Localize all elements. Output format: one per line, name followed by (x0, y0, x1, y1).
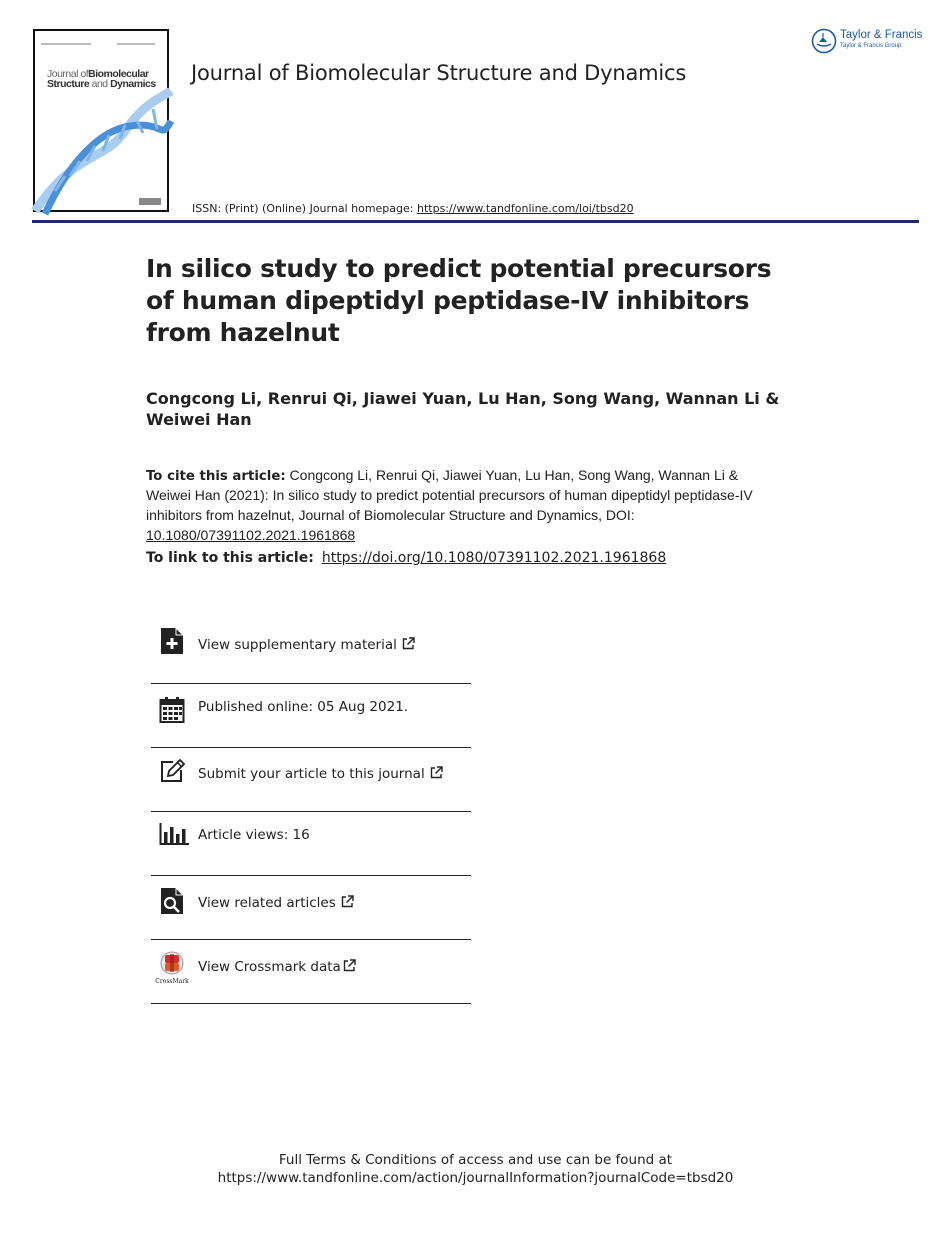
bar-chart-icon (159, 822, 189, 850)
article-views-row (151, 812, 471, 876)
journal-title: Journal of Biomolecular Structure and Dynamics (191, 61, 687, 85)
article-link-line (146, 550, 666, 566)
link-label-submit: Submit your article to this journal (198, 766, 443, 782)
published-online-row (151, 684, 471, 748)
article-doi-link[interactable]: https://doi.org/10.1080/07391102.2021.1961868 (321, 550, 667, 566)
taylor-francis-icon (811, 28, 837, 54)
footer-line-1: Full Terms & Conditions of access and use can be found at (278, 1152, 673, 1168)
citation-block (146, 466, 776, 546)
publisher-name: Taylor & Francis (840, 29, 923, 41)
external-link-icon (343, 959, 356, 972)
external-link-icon (430, 766, 443, 779)
publisher-logo[interactable] (811, 28, 931, 54)
crossmark-icon (155, 951, 189, 985)
document-search-icon (159, 887, 185, 915)
external-link-icon (402, 637, 415, 650)
related-articles-row[interactable] (151, 876, 471, 940)
article-title: In silico study to predict potential precursors of human dipeptidyl peptidase-IV inhibitors from hazelnut (146, 254, 772, 347)
article-links-list (151, 620, 471, 1004)
footer-terms-link[interactable]: https://www.tandfonline.com/action/journalInformation?journalCode=tbsd20 (217, 1170, 734, 1186)
cite-label: To cite this article: (146, 469, 286, 484)
footer-terms (0, 1151, 951, 1187)
link-label-crossmark: View Crossmark data (198, 959, 356, 975)
link-label-supplementary: View supplementary material (198, 637, 415, 653)
submit-article-row[interactable] (151, 748, 471, 812)
header-rule (32, 220, 919, 223)
cover-header-line (41, 43, 161, 46)
calendar-icon (159, 696, 185, 724)
crossmark-row[interactable] (151, 940, 471, 1004)
cite-doi-link[interactable]: 10.1080/07391102.2021.1961868 (146, 527, 356, 543)
article-authors: Congcong Li, Renrui Qi, Jiawei Yuan, Lu Han, Song Wang, Wannan Li & Weiwei Han (146, 389, 780, 429)
publisher-group: Taylor & Francis Group (840, 43, 902, 49)
journal-homepage-link[interactable]: https://www.tandfonline.com/loi/tbsd20 (416, 202, 634, 215)
cover-title: Journal ofBiomolecular Structure and Dynamics (47, 68, 156, 90)
dna-helix-graphic (35, 91, 171, 214)
document-plus-icon (159, 627, 185, 655)
link-label: To link to this article: (146, 550, 314, 566)
link-label-related: View related articles (198, 895, 354, 911)
link-label-views: Article views: 16 (198, 827, 310, 843)
edit-icon (159, 758, 185, 786)
crossmark-icon-text: CrossMark (155, 978, 189, 985)
journal-cover (33, 29, 169, 212)
supplementary-material-row[interactable] (151, 620, 471, 684)
cover-publisher-logo (139, 198, 161, 205)
external-link-icon (341, 895, 354, 908)
link-label-published: Published online: 05 Aug 2021. (198, 699, 409, 715)
issn-line: ISSN: (Print) (Online) Journal homepage: https://www.tandfonline.com/loi/tbsd20 (192, 202, 634, 215)
cite-text: Congcong Li, Renrui Qi, Jiawei Yuan, Lu Han, Song Wang, Wannan Li & Weiwei Han (2021): In silico study to predict potential precursors of human dipeptidyl peptidase-IV inhibitors from hazelnut, Journal of Biomolecular Structure and Dynamics, DOI: (146, 467, 753, 523)
